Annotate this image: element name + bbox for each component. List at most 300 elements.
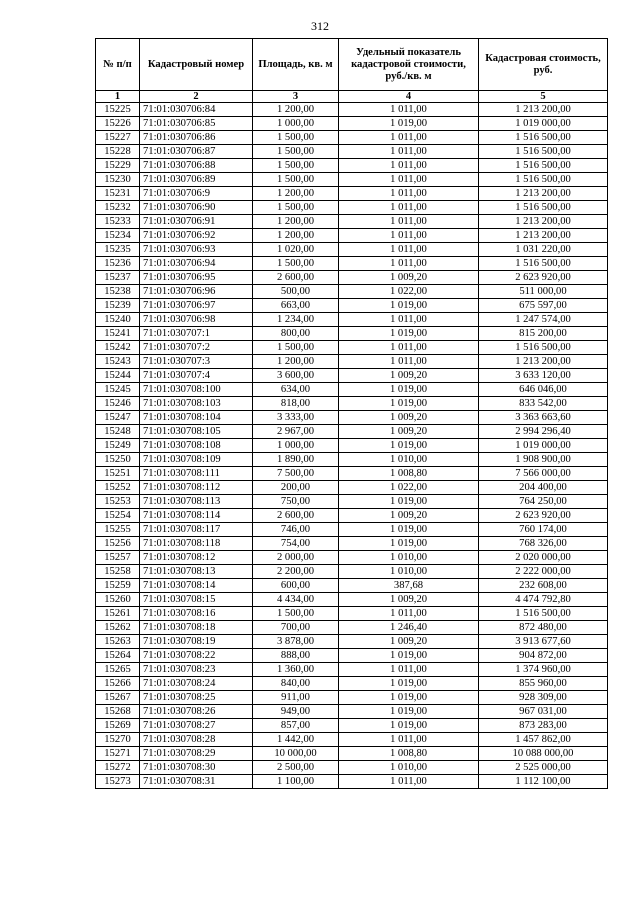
specific-value-cell: 1 011,00 (339, 243, 479, 257)
specific-value-cell: 1 009,20 (339, 369, 479, 383)
specific-value-cell: 1 011,00 (339, 775, 479, 789)
area-cell: 2 967,00 (253, 425, 339, 439)
row-number-cell: 15241 (96, 327, 140, 341)
cadastral-value-cell: 872 480,00 (479, 621, 608, 635)
table-row (96, 173, 608, 187)
cadastral-value-cell: 2 525 000,00 (479, 761, 608, 775)
column-number: 1 (96, 91, 140, 103)
cadastral-number-cell: 71:01:030708:28 (140, 733, 253, 747)
specific-value-cell: 1 010,00 (339, 453, 479, 467)
specific-value-cell: 1 019,00 (339, 705, 479, 719)
area-cell: 663,00 (253, 299, 339, 313)
row-number-cell: 15253 (96, 495, 140, 509)
cadastral-number-cell: 71:01:030708:105 (140, 425, 253, 439)
table-row (96, 145, 608, 159)
row-number-cell: 15226 (96, 117, 140, 131)
area-cell: 1 890,00 (253, 453, 339, 467)
row-number-cell: 15259 (96, 579, 140, 593)
cadastral-number-cell: 71:01:030708:16 (140, 607, 253, 621)
cadastral-value-cell: 10 088 000,00 (479, 747, 608, 761)
cadastral-number-cell: 71:01:030707:2 (140, 341, 253, 355)
cadastral-value-table (95, 38, 608, 789)
cadastral-value-cell: 1 516 500,00 (479, 201, 608, 215)
row-number-cell: 15231 (96, 187, 140, 201)
cadastral-number-cell: 71:01:030708:108 (140, 439, 253, 453)
table-row (96, 103, 608, 117)
specific-value-cell: 1 011,00 (339, 201, 479, 215)
table-row (96, 705, 608, 719)
area-cell: 7 500,00 (253, 467, 339, 481)
row-number-cell: 15261 (96, 607, 140, 621)
table-row (96, 691, 608, 705)
area-cell: 2 200,00 (253, 565, 339, 579)
column-number: 3 (253, 91, 339, 103)
table-row (96, 271, 608, 285)
cadastral-value-cell: 1 112 100,00 (479, 775, 608, 789)
cadastral-number-cell: 71:01:030708:118 (140, 537, 253, 551)
row-number-cell: 15229 (96, 159, 140, 173)
area-cell: 1 234,00 (253, 313, 339, 327)
table-row (96, 537, 608, 551)
row-number-cell: 15225 (96, 103, 140, 117)
cadastral-number-cell: 71:01:030707:1 (140, 327, 253, 341)
header-cadastral-value: Кадастровая стоимость, руб. (479, 39, 608, 91)
cadastral-value-cell: 904 872,00 (479, 649, 608, 663)
specific-value-cell: 1 011,00 (339, 173, 479, 187)
row-number-cell: 15246 (96, 397, 140, 411)
cadastral-value-cell: 1 031 220,00 (479, 243, 608, 257)
cadastral-number-cell: 71:01:030706:90 (140, 201, 253, 215)
specific-value-cell: 1 011,00 (339, 131, 479, 145)
cadastral-value-cell: 1 019 000,00 (479, 117, 608, 131)
specific-value-cell: 1 019,00 (339, 523, 479, 537)
table-row (96, 159, 608, 173)
specific-value-cell: 1 022,00 (339, 481, 479, 495)
table-row (96, 313, 608, 327)
table-row (96, 397, 608, 411)
column-number: 5 (479, 91, 608, 103)
cadastral-value-cell: 646 046,00 (479, 383, 608, 397)
cadastral-value-cell: 1 213 200,00 (479, 215, 608, 229)
row-number-cell: 15234 (96, 229, 140, 243)
cadastral-number-cell: 71:01:030708:14 (140, 579, 253, 593)
cadastral-value-cell: 3 913 677,60 (479, 635, 608, 649)
cadastral-value-cell: 1 516 500,00 (479, 173, 608, 187)
table-body (96, 103, 608, 789)
specific-value-cell: 1 011,00 (339, 663, 479, 677)
specific-value-cell: 1 011,00 (339, 257, 479, 271)
area-cell: 3 600,00 (253, 369, 339, 383)
area-cell: 1 442,00 (253, 733, 339, 747)
area-cell: 949,00 (253, 705, 339, 719)
specific-value-cell: 1 011,00 (339, 215, 479, 229)
row-number-cell: 15232 (96, 201, 140, 215)
cadastral-number-cell: 71:01:030708:24 (140, 677, 253, 691)
cadastral-number-cell: 71:01:030706:86 (140, 131, 253, 145)
cadastral-value-cell: 1 516 500,00 (479, 607, 608, 621)
row-number-cell: 15263 (96, 635, 140, 649)
area-cell: 1 200,00 (253, 229, 339, 243)
row-number-cell: 15255 (96, 523, 140, 537)
area-cell: 1 500,00 (253, 607, 339, 621)
area-cell: 750,00 (253, 495, 339, 509)
cadastral-number-cell: 71:01:030708:114 (140, 509, 253, 523)
cadastral-number-cell: 71:01:030708:25 (140, 691, 253, 705)
area-cell: 746,00 (253, 523, 339, 537)
specific-value-cell: 1 009,20 (339, 271, 479, 285)
area-cell: 500,00 (253, 285, 339, 299)
cadastral-value-cell: 204 400,00 (479, 481, 608, 495)
specific-value-cell: 1 011,00 (339, 187, 479, 201)
area-cell: 1 500,00 (253, 173, 339, 187)
area-cell: 800,00 (253, 327, 339, 341)
area-cell: 1 200,00 (253, 215, 339, 229)
row-number-cell: 15254 (96, 509, 140, 523)
table-row (96, 327, 608, 341)
cadastral-value-cell: 815 200,00 (479, 327, 608, 341)
table-row (96, 607, 608, 621)
cadastral-number-cell: 71:01:030706:98 (140, 313, 253, 327)
row-number-cell: 15228 (96, 145, 140, 159)
cadastral-number-cell: 71:01:030706:96 (140, 285, 253, 299)
specific-value-cell: 1 009,20 (339, 509, 479, 523)
page-number: 312 (311, 19, 329, 33)
row-number-cell: 15247 (96, 411, 140, 425)
area-cell: 1 000,00 (253, 117, 339, 131)
column-number: 2 (140, 91, 253, 103)
cadastral-value-cell: 3 633 120,00 (479, 369, 608, 383)
specific-value-cell: 1 010,00 (339, 565, 479, 579)
specific-value-cell: 1 019,00 (339, 495, 479, 509)
table-row (96, 481, 608, 495)
table-row (96, 299, 608, 313)
specific-value-cell: 1 011,00 (339, 355, 479, 369)
area-cell: 10 000,00 (253, 747, 339, 761)
area-cell: 1 100,00 (253, 775, 339, 789)
cadastral-value-cell: 511 000,00 (479, 285, 608, 299)
row-number-cell: 15239 (96, 299, 140, 313)
cadastral-value-cell: 833 542,00 (479, 397, 608, 411)
cadastral-number-cell: 71:01:030708:111 (140, 467, 253, 481)
specific-value-cell: 1 009,20 (339, 593, 479, 607)
table-row (96, 131, 608, 145)
row-number-cell: 15250 (96, 453, 140, 467)
row-number-cell: 15269 (96, 719, 140, 733)
cadastral-number-cell: 71:01:030708:109 (140, 453, 253, 467)
row-number-cell: 15238 (96, 285, 140, 299)
area-cell: 1 500,00 (253, 145, 339, 159)
cadastral-value-cell: 1 213 200,00 (479, 229, 608, 243)
specific-value-cell: 1 011,00 (339, 341, 479, 355)
cadastral-number-cell: 71:01:030706:93 (140, 243, 253, 257)
table-row (96, 565, 608, 579)
specific-value-cell: 1 008,80 (339, 747, 479, 761)
row-number-cell: 15264 (96, 649, 140, 663)
area-cell: 2 600,00 (253, 271, 339, 285)
row-number-cell: 15242 (96, 341, 140, 355)
row-number-cell: 15237 (96, 271, 140, 285)
cadastral-number-cell: 71:01:030708:27 (140, 719, 253, 733)
table-row (96, 551, 608, 565)
area-cell: 700,00 (253, 621, 339, 635)
table-row (96, 229, 608, 243)
specific-value-cell: 1 019,00 (339, 383, 479, 397)
row-number-cell: 15257 (96, 551, 140, 565)
specific-value-cell: 1 019,00 (339, 649, 479, 663)
cadastral-value-cell: 7 566 000,00 (479, 467, 608, 481)
cadastral-number-cell: 71:01:030706:88 (140, 159, 253, 173)
table-row (96, 621, 608, 635)
row-number-cell: 15249 (96, 439, 140, 453)
row-number-cell: 15267 (96, 691, 140, 705)
table-row (96, 649, 608, 663)
specific-value-cell: 1 011,00 (339, 159, 479, 173)
area-cell: 3 878,00 (253, 635, 339, 649)
row-number-cell: 15271 (96, 747, 140, 761)
row-number-cell: 15260 (96, 593, 140, 607)
table-row (96, 439, 608, 453)
cadastral-number-cell: 71:01:030708:104 (140, 411, 253, 425)
row-number-cell: 15272 (96, 761, 140, 775)
cadastral-number-cell: 71:01:030708:117 (140, 523, 253, 537)
table-row (96, 467, 608, 481)
row-number-cell: 15270 (96, 733, 140, 747)
cadastral-number-cell: 71:01:030708:19 (140, 635, 253, 649)
cadastral-number-cell: 71:01:030708:112 (140, 481, 253, 495)
table-row (96, 761, 608, 775)
area-cell: 818,00 (253, 397, 339, 411)
cadastral-value-cell: 1 374 960,00 (479, 663, 608, 677)
table-row (96, 369, 608, 383)
cadastral-number-cell: 71:01:030706:85 (140, 117, 253, 131)
area-cell: 1 000,00 (253, 439, 339, 453)
cadastral-value-cell: 764 250,00 (479, 495, 608, 509)
area-cell: 840,00 (253, 677, 339, 691)
cadastral-value-cell: 4 474 792,80 (479, 593, 608, 607)
cadastral-value-cell: 1 019 000,00 (479, 439, 608, 453)
table-row (96, 579, 608, 593)
row-number-cell: 15252 (96, 481, 140, 495)
area-cell: 3 333,00 (253, 411, 339, 425)
row-number-cell: 15243 (96, 355, 140, 369)
area-cell: 1 360,00 (253, 663, 339, 677)
cadastral-number-cell: 71:01:030706:84 (140, 103, 253, 117)
cadastral-number-cell: 71:01:030706:92 (140, 229, 253, 243)
cadastral-value-cell: 2 020 000,00 (479, 551, 608, 565)
cadastral-value-cell: 1 516 500,00 (479, 341, 608, 355)
cadastral-value-cell: 1 516 500,00 (479, 145, 608, 159)
cadastral-value-cell: 675 597,00 (479, 299, 608, 313)
cadastral-value-cell: 760 174,00 (479, 523, 608, 537)
row-number-cell: 15266 (96, 677, 140, 691)
table-row (96, 425, 608, 439)
cadastral-value-cell: 1 213 200,00 (479, 103, 608, 117)
cadastral-value-cell: 1 247 574,00 (479, 313, 608, 327)
row-number-cell: 15236 (96, 257, 140, 271)
table-row (96, 257, 608, 271)
table-row (96, 453, 608, 467)
area-cell: 1 200,00 (253, 187, 339, 201)
cadastral-value-cell: 855 960,00 (479, 677, 608, 691)
area-cell: 600,00 (253, 579, 339, 593)
cadastral-number-cell: 71:01:030708:31 (140, 775, 253, 789)
specific-value-cell: 1 019,00 (339, 719, 479, 733)
area-cell: 1 500,00 (253, 201, 339, 215)
cadastral-number-cell: 71:01:030708:15 (140, 593, 253, 607)
table-header-row (96, 39, 608, 91)
specific-value-cell: 1 011,00 (339, 103, 479, 117)
specific-value-cell: 1 022,00 (339, 285, 479, 299)
table-row (96, 215, 608, 229)
row-number-cell: 15233 (96, 215, 140, 229)
cadastral-number-cell: 71:01:030706:97 (140, 299, 253, 313)
cadastral-number-cell: 71:01:030708:30 (140, 761, 253, 775)
table-row (96, 411, 608, 425)
cadastral-number-cell: 71:01:030708:12 (140, 551, 253, 565)
cadastral-value-cell: 1 516 500,00 (479, 159, 608, 173)
header-row-number: № п/п (96, 39, 140, 91)
specific-value-cell: 1 011,00 (339, 229, 479, 243)
cadastral-value-cell: 1 516 500,00 (479, 131, 608, 145)
row-number-cell: 15265 (96, 663, 140, 677)
row-number-cell: 15258 (96, 565, 140, 579)
cadastral-value-cell: 1 516 500,00 (479, 257, 608, 271)
cadastral-number-cell: 71:01:030708:13 (140, 565, 253, 579)
area-cell: 857,00 (253, 719, 339, 733)
row-number-cell: 15248 (96, 425, 140, 439)
cadastral-number-cell: 71:01:030706:87 (140, 145, 253, 159)
cadastral-number-cell: 71:01:030708:29 (140, 747, 253, 761)
cadastral-number-cell: 71:01:030706:91 (140, 215, 253, 229)
table-row (96, 733, 608, 747)
row-number-cell: 15251 (96, 467, 140, 481)
cadastral-number-cell: 71:01:030708:23 (140, 663, 253, 677)
specific-value-cell: 1 011,00 (339, 145, 479, 159)
table-row (96, 341, 608, 355)
row-number-cell: 15244 (96, 369, 140, 383)
area-cell: 1 500,00 (253, 159, 339, 173)
area-cell: 4 434,00 (253, 593, 339, 607)
table-row (96, 285, 608, 299)
header-specific-value: Удельный показатель кадастровой стоимости, руб./кв. м (339, 39, 479, 91)
header-area: Площадь, кв. м (253, 39, 339, 91)
cadastral-value-cell: 2 623 920,00 (479, 509, 608, 523)
specific-value-cell: 1 011,00 (339, 313, 479, 327)
cadastral-number-cell: 71:01:030706:95 (140, 271, 253, 285)
specific-value-cell: 1 019,00 (339, 327, 479, 341)
cadastral-value-cell: 1 213 200,00 (479, 355, 608, 369)
area-cell: 200,00 (253, 481, 339, 495)
area-cell: 1 500,00 (253, 257, 339, 271)
cadastral-number-cell: 71:01:030708:22 (140, 649, 253, 663)
row-number-cell: 15245 (96, 383, 140, 397)
row-number-cell: 15227 (96, 131, 140, 145)
specific-value-cell: 1 010,00 (339, 761, 479, 775)
column-number-row (96, 91, 608, 103)
cadastral-number-cell: 71:01:030707:3 (140, 355, 253, 369)
row-number-cell: 15235 (96, 243, 140, 257)
area-cell: 2 600,00 (253, 509, 339, 523)
cadastral-value-cell: 3 363 663,60 (479, 411, 608, 425)
table-row (96, 593, 608, 607)
row-number-cell: 15240 (96, 313, 140, 327)
cadastral-number-cell: 71:01:030708:18 (140, 621, 253, 635)
table-row (96, 243, 608, 257)
table-row (96, 383, 608, 397)
area-cell: 1 200,00 (253, 355, 339, 369)
cadastral-value-cell: 1 457 862,00 (479, 733, 608, 747)
area-cell: 911,00 (253, 691, 339, 705)
cadastral-value-cell: 928 309,00 (479, 691, 608, 705)
specific-value-cell: 387,68 (339, 579, 479, 593)
specific-value-cell: 1 009,20 (339, 425, 479, 439)
cadastral-value-cell: 1 213 200,00 (479, 187, 608, 201)
table-row (96, 201, 608, 215)
area-cell: 1 200,00 (253, 103, 339, 117)
header-cadastral-number: Кадастровый номер (140, 39, 253, 91)
cadastral-value-cell: 1 908 900,00 (479, 453, 608, 467)
specific-value-cell: 1 009,20 (339, 635, 479, 649)
row-number-cell: 15230 (96, 173, 140, 187)
specific-value-cell: 1 019,00 (339, 117, 479, 131)
table-row (96, 523, 608, 537)
area-cell: 2 000,00 (253, 551, 339, 565)
row-number-cell: 15268 (96, 705, 140, 719)
cadastral-value-cell: 232 608,00 (479, 579, 608, 593)
area-cell: 1 500,00 (253, 341, 339, 355)
specific-value-cell: 1 019,00 (339, 537, 479, 551)
specific-value-cell: 1 246,40 (339, 621, 479, 635)
specific-value-cell: 1 019,00 (339, 691, 479, 705)
specific-value-cell: 1 019,00 (339, 397, 479, 411)
table-row (96, 635, 608, 649)
cadastral-value-cell: 2 222 000,00 (479, 565, 608, 579)
table-row (96, 509, 608, 523)
cadastral-number-cell: 71:01:030708:100 (140, 383, 253, 397)
cadastral-number-cell: 71:01:030706:94 (140, 257, 253, 271)
row-number-cell: 15256 (96, 537, 140, 551)
area-cell: 1 500,00 (253, 131, 339, 145)
cadastral-number-cell: 71:01:030708:103 (140, 397, 253, 411)
table-row (96, 677, 608, 691)
cadastral-value-cell: 2 623 920,00 (479, 271, 608, 285)
cadastral-value-cell: 967 031,00 (479, 705, 608, 719)
cadastral-number-cell: 71:01:030708:113 (140, 495, 253, 509)
table-row (96, 495, 608, 509)
table-row (96, 775, 608, 789)
area-cell: 888,00 (253, 649, 339, 663)
specific-value-cell: 1 011,00 (339, 607, 479, 621)
cadastral-number-cell: 71:01:030706:89 (140, 173, 253, 187)
table-row (96, 117, 608, 131)
specific-value-cell: 1 008,80 (339, 467, 479, 481)
cadastral-number-cell: 71:01:030707:4 (140, 369, 253, 383)
cadastral-value-cell: 873 283,00 (479, 719, 608, 733)
specific-value-cell: 1 011,00 (339, 733, 479, 747)
table-row (96, 355, 608, 369)
row-number-cell: 15262 (96, 621, 140, 635)
cadastral-number-cell: 71:01:030706:9 (140, 187, 253, 201)
area-cell: 754,00 (253, 537, 339, 551)
cadastral-value-cell: 2 994 296,40 (479, 425, 608, 439)
table-row (96, 719, 608, 733)
row-number-cell: 15273 (96, 775, 140, 789)
table-row (96, 663, 608, 677)
specific-value-cell: 1 009,20 (339, 411, 479, 425)
specific-value-cell: 1 010,00 (339, 551, 479, 565)
area-cell: 2 500,00 (253, 761, 339, 775)
cadastral-number-cell: 71:01:030708:26 (140, 705, 253, 719)
